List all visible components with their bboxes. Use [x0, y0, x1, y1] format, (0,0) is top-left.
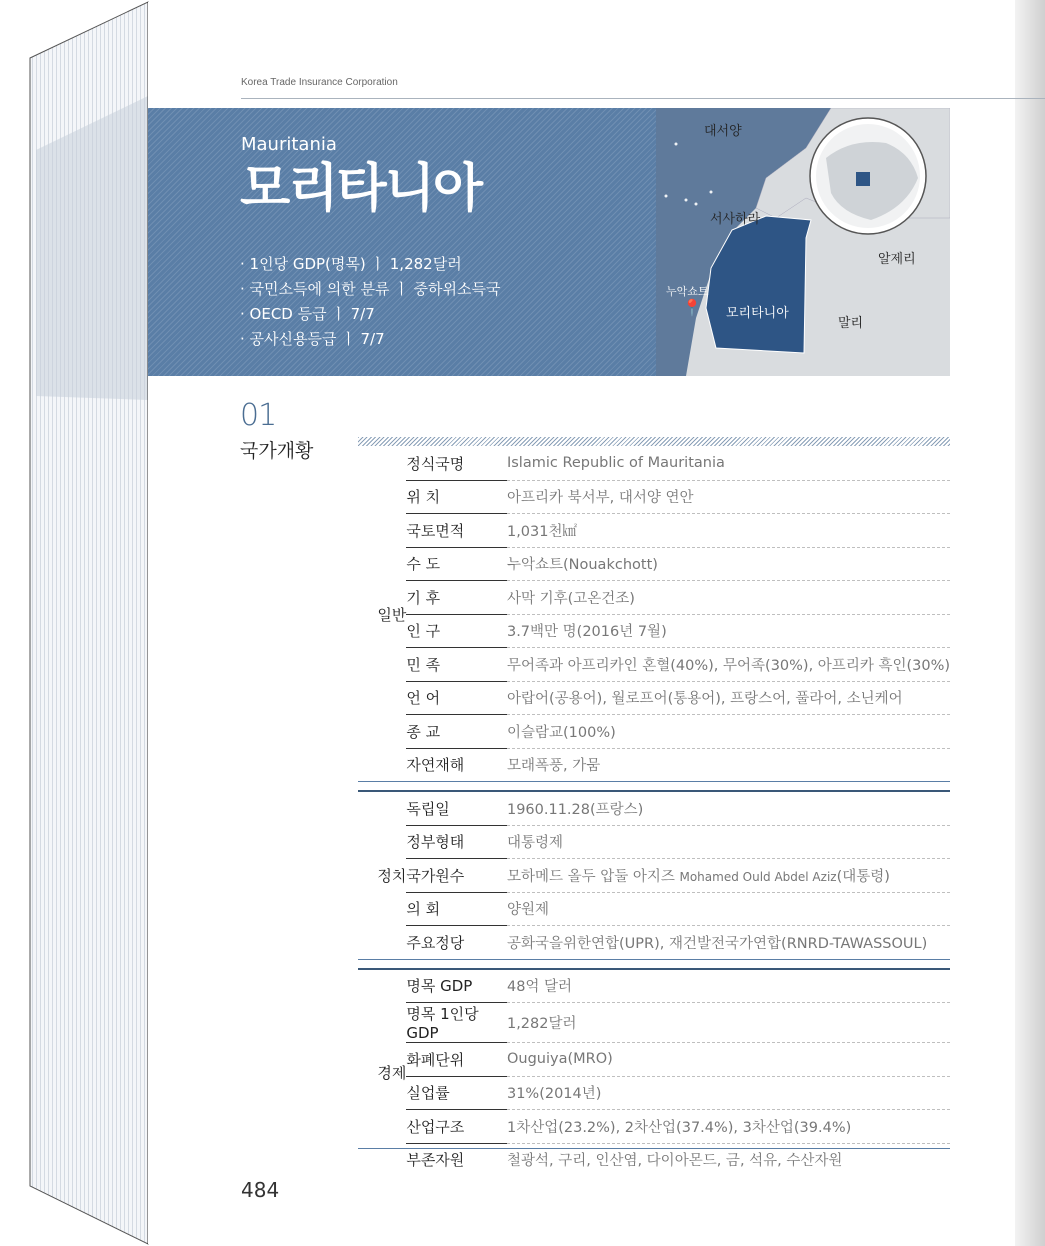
- table-row: [358, 648, 950, 682]
- map-label-mauritania: 모리타니아: [726, 306, 789, 321]
- table-row: [358, 514, 950, 548]
- row-value: 1,282달러: [507, 1003, 950, 1043]
- section-separator: [358, 959, 950, 969]
- row-value: 무어족과 아프리카인 혼혈(40%), 무어족(30%), 아프리카 흑인(30%): [507, 648, 950, 682]
- fact-credit-grade: · 공사신용등급 ㅣ 7/7: [240, 330, 385, 348]
- map-label-ocean: 대서양: [704, 124, 742, 139]
- row-value: 사막 기후(고온건조): [507, 581, 950, 615]
- row-value: 이슬람교(100%): [507, 715, 950, 749]
- row-value: 48억 달러: [507, 969, 950, 1003]
- row-key: 명목 GDP: [406, 969, 507, 1003]
- key-facts: [240, 252, 500, 352]
- header-rule: [241, 98, 1045, 99]
- row-value: 모래폭풍, 가뭄: [506, 758, 601, 775]
- table-row: [358, 547, 950, 581]
- table-row: [358, 926, 950, 960]
- row-key: 민 족: [406, 648, 507, 682]
- row-key: 수 도: [406, 547, 507, 581]
- table-row: [358, 825, 950, 859]
- row-key: 자연재해: [406, 756, 465, 775]
- row-value: 대통령제: [507, 825, 950, 859]
- map-label-western-sahara: 서사하라: [710, 212, 761, 227]
- row-key: 산업구조: [406, 1110, 507, 1144]
- row-key: 독립일: [406, 791, 507, 825]
- row-value: 누악쇼트(Nouakchott): [507, 547, 950, 581]
- row-key: 인 구: [406, 614, 507, 648]
- table-row: [358, 480, 950, 514]
- row-value: 1,031천㎢: [507, 514, 950, 548]
- row-value: 공화국을위한연합(UPR), 재건발전국가연합(RNRD-TAWASSOUL): [506, 935, 928, 952]
- section-number: 01: [240, 398, 277, 433]
- row-key: 종 교: [406, 715, 507, 749]
- table-row: [358, 614, 950, 648]
- fact-gdp-per-capita: · 1인당 GDP(명목) ㅣ 1,282달러: [240, 255, 462, 273]
- page-curl-shadow: [1015, 0, 1045, 1246]
- running-head: Korea Trade Insurance Corporation: [241, 77, 398, 88]
- head-of-state-ko: 모하메드 올두 압둘 아지즈: [506, 868, 675, 885]
- table-row: [358, 1043, 950, 1077]
- map-label-capital: 누악쇼트: [666, 285, 709, 298]
- country-overview-table: [358, 447, 950, 1176]
- country-name-en: Mauritania: [241, 134, 337, 155]
- row-key: 화폐단위: [406, 1043, 507, 1077]
- row-key: 정부형태: [406, 825, 507, 859]
- row-key: 국토면적: [406, 514, 507, 548]
- table-row: [358, 1076, 950, 1110]
- page-number: 484: [241, 1178, 280, 1202]
- map-graphic: [656, 108, 950, 376]
- table-row: [358, 447, 950, 480]
- table-row: [358, 791, 950, 825]
- head-of-state-title: (대통령): [836, 868, 890, 885]
- row-key: 국가원수: [406, 859, 507, 893]
- map-pin-icon: 📍: [682, 298, 702, 317]
- table-bottom-rule: [358, 1148, 950, 1149]
- table-row: [358, 969, 950, 1003]
- category-economy: 경제: [377, 1064, 407, 1083]
- table-row: [358, 748, 950, 782]
- fact-income-class: · 국민소득에 의한 분류 ㅣ 중하위소득국: [240, 280, 501, 298]
- location-map: [656, 108, 950, 376]
- row-value: [507, 859, 950, 893]
- row-value: 철광석, 구리, 인산염, 다이아몬드, 금, 석유, 수산자원: [506, 1153, 843, 1170]
- table-row: [358, 1110, 950, 1144]
- head-of-state-en: Mohamed Ould Abdel Aziz: [679, 869, 837, 884]
- row-key: 위 치: [406, 480, 507, 514]
- row-value: 1차산업(23.2%), 2차산업(37.4%), 3차산업(39.4%): [507, 1110, 950, 1144]
- category-politics: 정치: [377, 866, 407, 885]
- row-key: 주요정당: [406, 933, 465, 952]
- table-row: [358, 715, 950, 749]
- row-key: 기 후: [406, 581, 507, 615]
- section-title: 국가개황: [240, 440, 314, 462]
- row-value: Ouguiya(MRO): [507, 1043, 950, 1077]
- row-key: 부존자원: [406, 1151, 465, 1170]
- row-value: Islamic Republic of Mauritania: [507, 447, 950, 480]
- row-key: 의 회: [406, 892, 507, 926]
- row-value: 1960.11.28(프랑스): [507, 791, 950, 825]
- table-row: [358, 1003, 950, 1043]
- category-general: 일반: [377, 605, 407, 624]
- country-name-ko: 모리타니아: [240, 159, 482, 219]
- row-key: 실업률: [406, 1076, 507, 1110]
- map-label-algeria: 알제리: [878, 252, 916, 267]
- row-key: 명목 1인당 GDP: [406, 1003, 507, 1043]
- row-value: 3.7백만 명(2016년 7월): [507, 614, 950, 648]
- row-key: 언 어: [406, 681, 507, 715]
- fact-oecd-grade: · OECD 등급 ㅣ 7/7: [240, 305, 375, 323]
- section-separator: [358, 782, 950, 792]
- map-label-mali: 말리: [838, 316, 864, 331]
- table-header-hatch: [358, 437, 950, 446]
- table-row: [358, 892, 950, 926]
- row-value: 아랍어(공용어), 월로프어(통용어), 프랑스어, 풀라어, 소닌케어: [507, 681, 950, 715]
- row-value: 31%(2014년): [507, 1076, 950, 1110]
- table-row: [358, 681, 950, 715]
- row-key: 정식국명: [406, 447, 507, 480]
- table-row: [358, 859, 950, 893]
- table-row: [358, 581, 950, 615]
- row-value: 아프리카 북서부, 대서양 연안: [507, 480, 950, 514]
- row-value: 양원제: [507, 892, 950, 926]
